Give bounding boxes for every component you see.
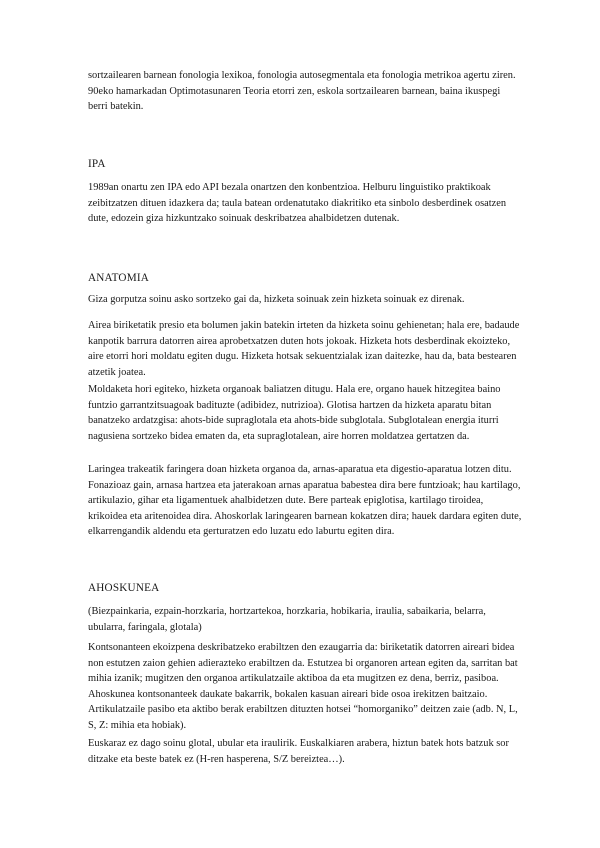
intro-section [88, 68, 522, 115]
ipa-section [88, 180, 522, 227]
intro-paragraph-2: 90eko hamarkadan Optimotasunaren Teoria etorri zen, eskola sortzailearen barnean, baina ikuspegi berri batekin. [88, 85, 501, 113]
anatomia-paragraph-3-wrapper [88, 382, 522, 444]
section-heading-anatomia: ANATOMIA [88, 272, 150, 284]
anatomia-section [88, 292, 522, 308]
anatomia-paragraph-4: Laringea trakeatik faringera doan hizketa organoa da, arnas-aparatua eta digestio-aparatua lotzen ditu. Fonazioaz gain, arnasa hartzea eta jaterakoan arnas aparatua babestea dira bere funtzioak; hau kartilago, artikulazio, gihar eta ligamentuek ahalbidetzen dute. Bere parteak epiglotisa, kartilago tiroidea, krikoidea eta aritenoidea dira. Ahoskorlak laringearen barnean kokatzen dira; hauek dardara egiten dute, elkarrengandik aldendu eta gerturatzen edo luzatu edo laburtu egiten dira. [88, 464, 522, 538]
ahoskunea-paragraph-3-wrapper [88, 736, 522, 767]
ahoskunea-paragraph-1: (Biezpainkaria, ezpain-horzkaria, hortzartekoa, horzkaria, hobikaria, iraulia, sabaikaria, belarra, ubularra, faringala, glotala) [88, 606, 486, 633]
anatomia-paragraph-2-wrapper [88, 318, 522, 380]
ahoskunea-section [88, 604, 522, 635]
ipa-paragraph-1: 1989an onartu zen IPA edo API bezala onartzen den konbentzioa. Helburu linguistiko praktikoak zeibitzatzen dituen idazkera da; taula batean ordenatutako diakritiko eta sinbolo desberdinek osatzen dute, edozein giza hizkuntzako soinuak deskribatzea ahalbidetzen dutenak. [88, 182, 507, 225]
ahoskunea-paragraph-2-wrapper [88, 640, 522, 734]
anatomia-paragraph-3: Moldaketa hori egiteko, hizketa organoak baliatzen ditugu. Hala ere, organo hauek hitzegitea baino funtzio garrantzitsuagoak badituzte (adibidez, nutrizioa). Glotisa hartzen da hizketa aparatu bitan banatzeko ardatzgisa: ahots-bide supraglotala eta ahots-bide subglotala. Subglotalean energia iturri nagusiena sortzeko bidea ematen da, eta supraglotalean, aire horren moldatzea gertatzen da. [88, 384, 501, 442]
ahoskunea-paragraph-3: Euskaraz ez dago soinu glotal, ubular eta iraulirik. Euskalkiaren arabera, hiztun batek hots batzuk sor ditzake eta beste batek ez (H-ren hasperena, S/Z bereiztea…). [88, 738, 509, 765]
anatomia-paragraph-4-wrapper [88, 462, 522, 540]
ahoskunea-paragraph-2: Kontsonanteen ekoizpena deskribatzeko erabiltzen den ezaugarria da: biriketatik datorren aireari bidea non estutzen zaion gehien adierazteko erabiltzen da. Estutzea bi organoren artean egiten da, sarritan bat mihia izanik; mugitzen den organoa artikulatzaile aktiboa da eta mugitzen ez dena, berriz, pasiboa. Ahoskunea kontsonanteek daukate bakarrik, bokalen kasuan aireari bide osoa irekitzen baitzaio. Artikulatzaile pasibo eta aktibo berak erabiltzen dituzten hotsei “homorganiko” deitzen zaie (adb. N, L, S, Z: mihia eta hobiak). [88, 642, 518, 731]
anatomia-paragraph-1: Giza gorputza soinu asko sortzeko gai da, hizketa soinuak zein hizketa soinuak ez direnak. [88, 294, 465, 305]
anatomia-paragraph-2: Airea biriketatik presio eta bolumen jakin batekin irteten da hizketa soinu gehienetan; hala ere, badaude kanpotik barrura datorren airea aprobetxatzen duten hots jokoak. Hizketa hots desberdinak ekoizteko, aire etorri hori moldatu egiten dugu. Hizketa hotsak sekuentzialak izan daitezke, hau da, bata bestearen atzetik joatea. [88, 320, 520, 378]
intro-paragraph-1: sortzailearen barnean fonologia lexikoa, fonologia autosegmentala eta fonologia metrikoa agertu ziren. [88, 70, 516, 81]
section-heading-ipa: IPA [88, 158, 106, 170]
section-heading-ahoskunea: AHOSKUNEA [88, 582, 160, 594]
